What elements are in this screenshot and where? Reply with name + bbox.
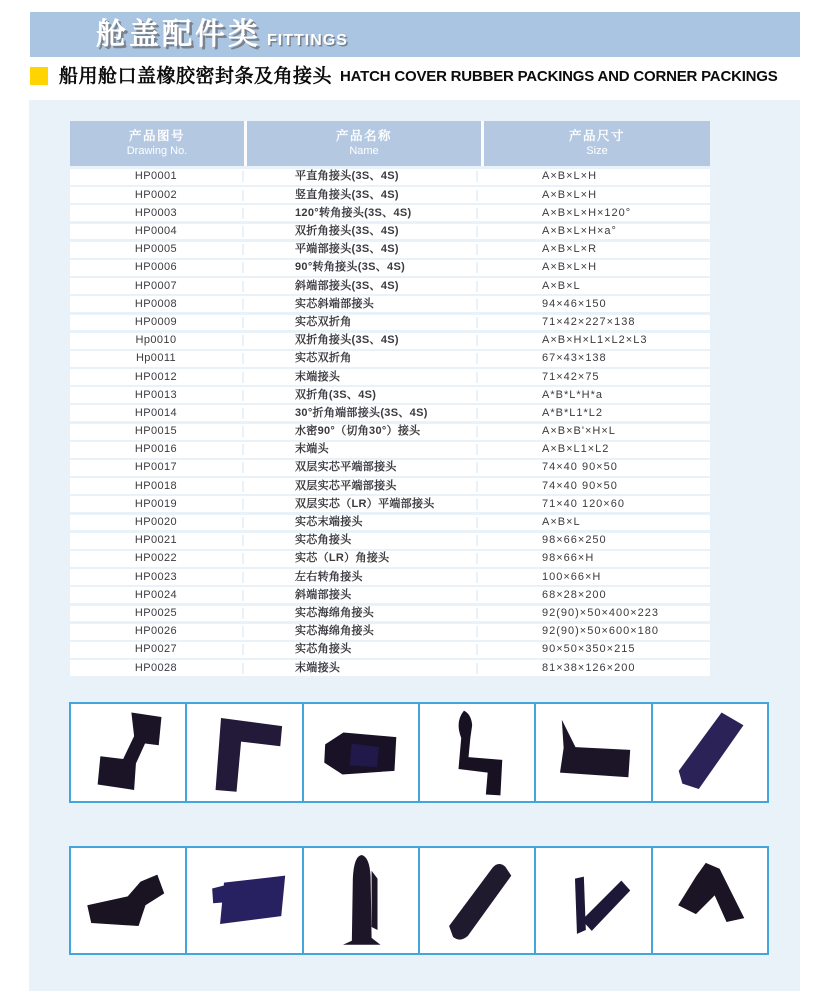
product-name-cell: 实芯斜端部接头 bbox=[244, 299, 478, 310]
product-name-cell: 末端接头 bbox=[244, 372, 478, 383]
subtitle-en: HATCH COVER RUBBER PACKINGS AND CORNER PACKINGS bbox=[340, 67, 778, 85]
product-name-cell: 双折角接头(3S、4S) bbox=[244, 335, 478, 346]
drawing-no-cell: HP0001 bbox=[70, 171, 244, 182]
table-row bbox=[70, 587, 710, 603]
table-row bbox=[70, 442, 710, 458]
diagonal-bar-packing-photo bbox=[656, 707, 763, 798]
product-size-cell: A×B×L×H bbox=[542, 188, 598, 201]
product-name-cell: 双层实芯平端部接头 bbox=[244, 462, 478, 473]
table-body bbox=[70, 169, 710, 676]
thick-diagonal-packing-photo bbox=[423, 851, 530, 950]
section-title-band bbox=[30, 12, 800, 57]
table-row bbox=[70, 496, 710, 512]
product-name-cell: 实芯双折角 bbox=[244, 317, 478, 328]
column-header-name bbox=[247, 121, 481, 166]
chevron-corner-packing-photo bbox=[656, 851, 763, 950]
product-size-cell: A×B×B'×H×L bbox=[542, 425, 616, 438]
product-size-cell: 71×42×75 bbox=[542, 370, 600, 383]
product-photo-row-2 bbox=[69, 846, 769, 955]
product-name-cell: 双折角(3S、4S) bbox=[244, 390, 478, 401]
product-size-cell: 71×42×227×138 bbox=[542, 315, 636, 328]
table-row bbox=[70, 169, 710, 185]
section-title-zh: 舱盖配件类 bbox=[96, 17, 261, 51]
product-size-cell: 74×40 90×50 bbox=[542, 461, 618, 474]
drawing-no-cell: HP0007 bbox=[70, 281, 244, 292]
product-name-cell: 实芯角接头 bbox=[244, 644, 478, 655]
table-row bbox=[70, 478, 710, 494]
product-size-cell: 81×38×126×200 bbox=[542, 661, 636, 674]
table-row bbox=[70, 551, 710, 567]
table-row bbox=[70, 369, 710, 385]
drawing-no-cell: HP0022 bbox=[70, 553, 244, 564]
table-row bbox=[70, 242, 710, 258]
product-name-cell: 竖直角接头(3S、4S) bbox=[244, 190, 478, 201]
product-size-cell: A×B×L1×L2 bbox=[542, 443, 610, 456]
drawing-no-cell: HP0026 bbox=[70, 626, 244, 637]
product-size-cell: 67×43×138 bbox=[542, 352, 607, 365]
drawing-no-cell: HP0003 bbox=[70, 208, 244, 219]
drawing-no-cell: HP0015 bbox=[70, 426, 244, 437]
table-row bbox=[70, 405, 710, 421]
right-angle-corner-packing-photo bbox=[191, 707, 298, 798]
drawing-no-cell: HP0027 bbox=[70, 644, 244, 655]
table-row bbox=[70, 569, 710, 585]
table-row bbox=[70, 424, 710, 440]
table-row bbox=[70, 515, 710, 531]
product-name-cell: 90°转角接头(3S、4S) bbox=[244, 262, 478, 273]
drawing-no-cell: HP0014 bbox=[70, 408, 244, 419]
product-name-cell: 末端接头 bbox=[244, 663, 478, 674]
product-name-cell: 30°折角端部接头(3S、4S) bbox=[244, 408, 478, 419]
drawing-no-cell: HP0002 bbox=[70, 190, 244, 201]
product-name-cell: 实芯末端接头 bbox=[244, 517, 478, 528]
column-header-size bbox=[484, 121, 710, 166]
product-name-cell: 120°转角接头(3S、4S) bbox=[244, 208, 478, 219]
drawing-no-cell: HP0016 bbox=[70, 444, 244, 455]
column-header-en: Size bbox=[586, 145, 608, 158]
drawing-no-cell: HP0017 bbox=[70, 462, 244, 473]
dome-top-end-packing-photo bbox=[307, 851, 414, 950]
table-row bbox=[70, 187, 710, 203]
photo-cell bbox=[653, 704, 767, 801]
drawing-no-cell: HP0018 bbox=[70, 481, 244, 492]
photo-cell bbox=[304, 848, 420, 953]
product-size-cell: 100×66×H bbox=[542, 570, 602, 583]
column-header-zh: 产品图号 bbox=[128, 129, 185, 144]
table-header-row bbox=[70, 121, 710, 166]
column-header-en: Name bbox=[349, 145, 379, 158]
photo-cell bbox=[420, 848, 536, 953]
product-size-cell: A×B×L×H×120° bbox=[542, 206, 632, 219]
product-size-cell: 71×40 120×60 bbox=[542, 497, 625, 510]
photo-cell bbox=[71, 848, 187, 953]
table-row bbox=[70, 533, 710, 549]
product-name-cell: 左右转角接头 bbox=[244, 572, 478, 583]
product-name-cell: 平直角接头(3S、4S) bbox=[244, 171, 478, 182]
drawing-no-cell: HP0019 bbox=[70, 499, 244, 510]
product-size-cell: A*B*L1*L2 bbox=[542, 406, 603, 419]
product-name-cell: 双层实芯（LR）平端部接头 bbox=[244, 499, 478, 510]
drawing-no-cell: HP0028 bbox=[70, 663, 244, 674]
product-name-cell: 斜端部接头(3S、4S) bbox=[244, 281, 478, 292]
table-row bbox=[70, 351, 710, 367]
flat-end-packing-photo bbox=[307, 707, 414, 798]
product-name-cell: 实芯角接头 bbox=[244, 535, 478, 546]
photo-cell bbox=[304, 704, 420, 801]
table-row bbox=[70, 460, 710, 476]
product-size-cell: A×B×L bbox=[542, 516, 581, 528]
drawing-no-cell: HP0004 bbox=[70, 226, 244, 237]
product-size-cell: 94×46×150 bbox=[542, 297, 607, 310]
drawing-no-cell: HP0021 bbox=[70, 535, 244, 546]
drawing-no-cell: HP0012 bbox=[70, 372, 244, 383]
product-size-cell: 68×28×200 bbox=[542, 588, 607, 601]
fittings-table bbox=[70, 121, 710, 678]
product-name-cell: 实芯海绵角接头 bbox=[244, 626, 478, 637]
product-name-cell: 实芯（LR）角接头 bbox=[244, 553, 478, 564]
product-size-cell: A×B×L×H bbox=[542, 170, 598, 183]
photo-cell bbox=[71, 704, 187, 801]
table-row bbox=[70, 642, 710, 658]
product-size-cell: 98×66×H bbox=[542, 552, 595, 565]
product-size-cell: A×B×L×R bbox=[542, 243, 598, 256]
shallow-bend-packing-photo bbox=[74, 851, 181, 950]
table-row bbox=[70, 296, 710, 312]
photo-cell bbox=[420, 704, 536, 801]
photo-cell bbox=[187, 848, 303, 953]
column-header-zh: 产品尺寸 bbox=[568, 129, 625, 144]
section-title-en: FITTINGS bbox=[267, 31, 348, 49]
product-photo-row-1 bbox=[69, 702, 769, 803]
table-row bbox=[70, 315, 710, 331]
product-size-cell: 98×66×250 bbox=[542, 534, 607, 547]
drawing-no-cell: HP0020 bbox=[70, 517, 244, 528]
table-row bbox=[70, 224, 710, 240]
drawing-no-cell: HP0023 bbox=[70, 572, 244, 583]
drawing-no-cell: HP0008 bbox=[70, 299, 244, 310]
product-size-cell: 92(90)×50×400×223 bbox=[542, 606, 660, 619]
table-row bbox=[70, 624, 710, 640]
drawing-no-cell: HP0005 bbox=[70, 244, 244, 255]
product-name-cell: 双折角接头(3S、4S) bbox=[244, 226, 478, 237]
column-header-en: Drawing No. bbox=[126, 145, 188, 158]
product-size-cell: A*B*L*H*a bbox=[542, 388, 603, 401]
table-row bbox=[70, 278, 710, 294]
table-row bbox=[70, 387, 710, 403]
photo-cell bbox=[187, 704, 303, 801]
table-row bbox=[70, 660, 710, 676]
notched-end-packing-photo bbox=[540, 707, 647, 798]
yellow-square-bullet-icon bbox=[30, 67, 48, 85]
photo-cell bbox=[653, 848, 767, 953]
drawing-no-cell: HP0009 bbox=[70, 317, 244, 328]
drawing-no-cell: Hp0010 bbox=[70, 335, 244, 346]
hooked-flap-corner-packing-photo bbox=[540, 851, 647, 950]
product-name-cell: 平端部接头(3S、4S) bbox=[244, 244, 478, 255]
page-subtitle bbox=[30, 63, 778, 89]
drawing-no-cell: HP0013 bbox=[70, 390, 244, 401]
table-row bbox=[70, 260, 710, 276]
tabbed-block-packing-photo bbox=[191, 851, 298, 950]
product-name-cell: 斜端部接头 bbox=[244, 590, 478, 601]
product-size-cell: A×B×H×L1×L2×L3 bbox=[542, 334, 648, 347]
product-size-cell: 90×50×350×215 bbox=[542, 643, 636, 656]
column-header-drawing-no bbox=[70, 121, 244, 166]
product-size-cell: 92(90)×50×600×180 bbox=[542, 625, 660, 638]
z-step-corner-packing-photo bbox=[74, 707, 181, 798]
product-name-cell: 末端头 bbox=[244, 444, 478, 455]
table-row bbox=[70, 333, 710, 349]
photo-cell bbox=[536, 848, 652, 953]
product-name-cell: 实芯双折角 bbox=[244, 353, 478, 364]
drawing-no-cell: Hp0011 bbox=[70, 353, 244, 364]
product-size-cell: A×B×L bbox=[542, 279, 581, 292]
table-row bbox=[70, 606, 710, 622]
photo-cell bbox=[536, 704, 652, 801]
drawing-no-cell: HP0024 bbox=[70, 590, 244, 601]
product-size-cell: A×B×L×H×a° bbox=[542, 225, 617, 237]
curved-hook-corner-packing-photo bbox=[423, 707, 530, 798]
product-name-cell: 实芯海绵角接头 bbox=[244, 608, 478, 619]
column-header-zh: 产品名称 bbox=[335, 129, 392, 144]
product-size-cell: 74×40 90×50 bbox=[542, 479, 618, 492]
product-name-cell: 双层实芯平端部接头 bbox=[244, 481, 478, 492]
product-size-cell: A×B×L×H bbox=[542, 261, 598, 274]
product-name-cell: 水密90°（切角30°）接头 bbox=[244, 426, 478, 437]
subtitle-zh: 船用舱口盖橡胶密封条及角接头 bbox=[59, 65, 333, 87]
drawing-no-cell: HP0006 bbox=[70, 262, 244, 273]
drawing-no-cell: HP0025 bbox=[70, 608, 244, 619]
table-row bbox=[70, 205, 710, 221]
